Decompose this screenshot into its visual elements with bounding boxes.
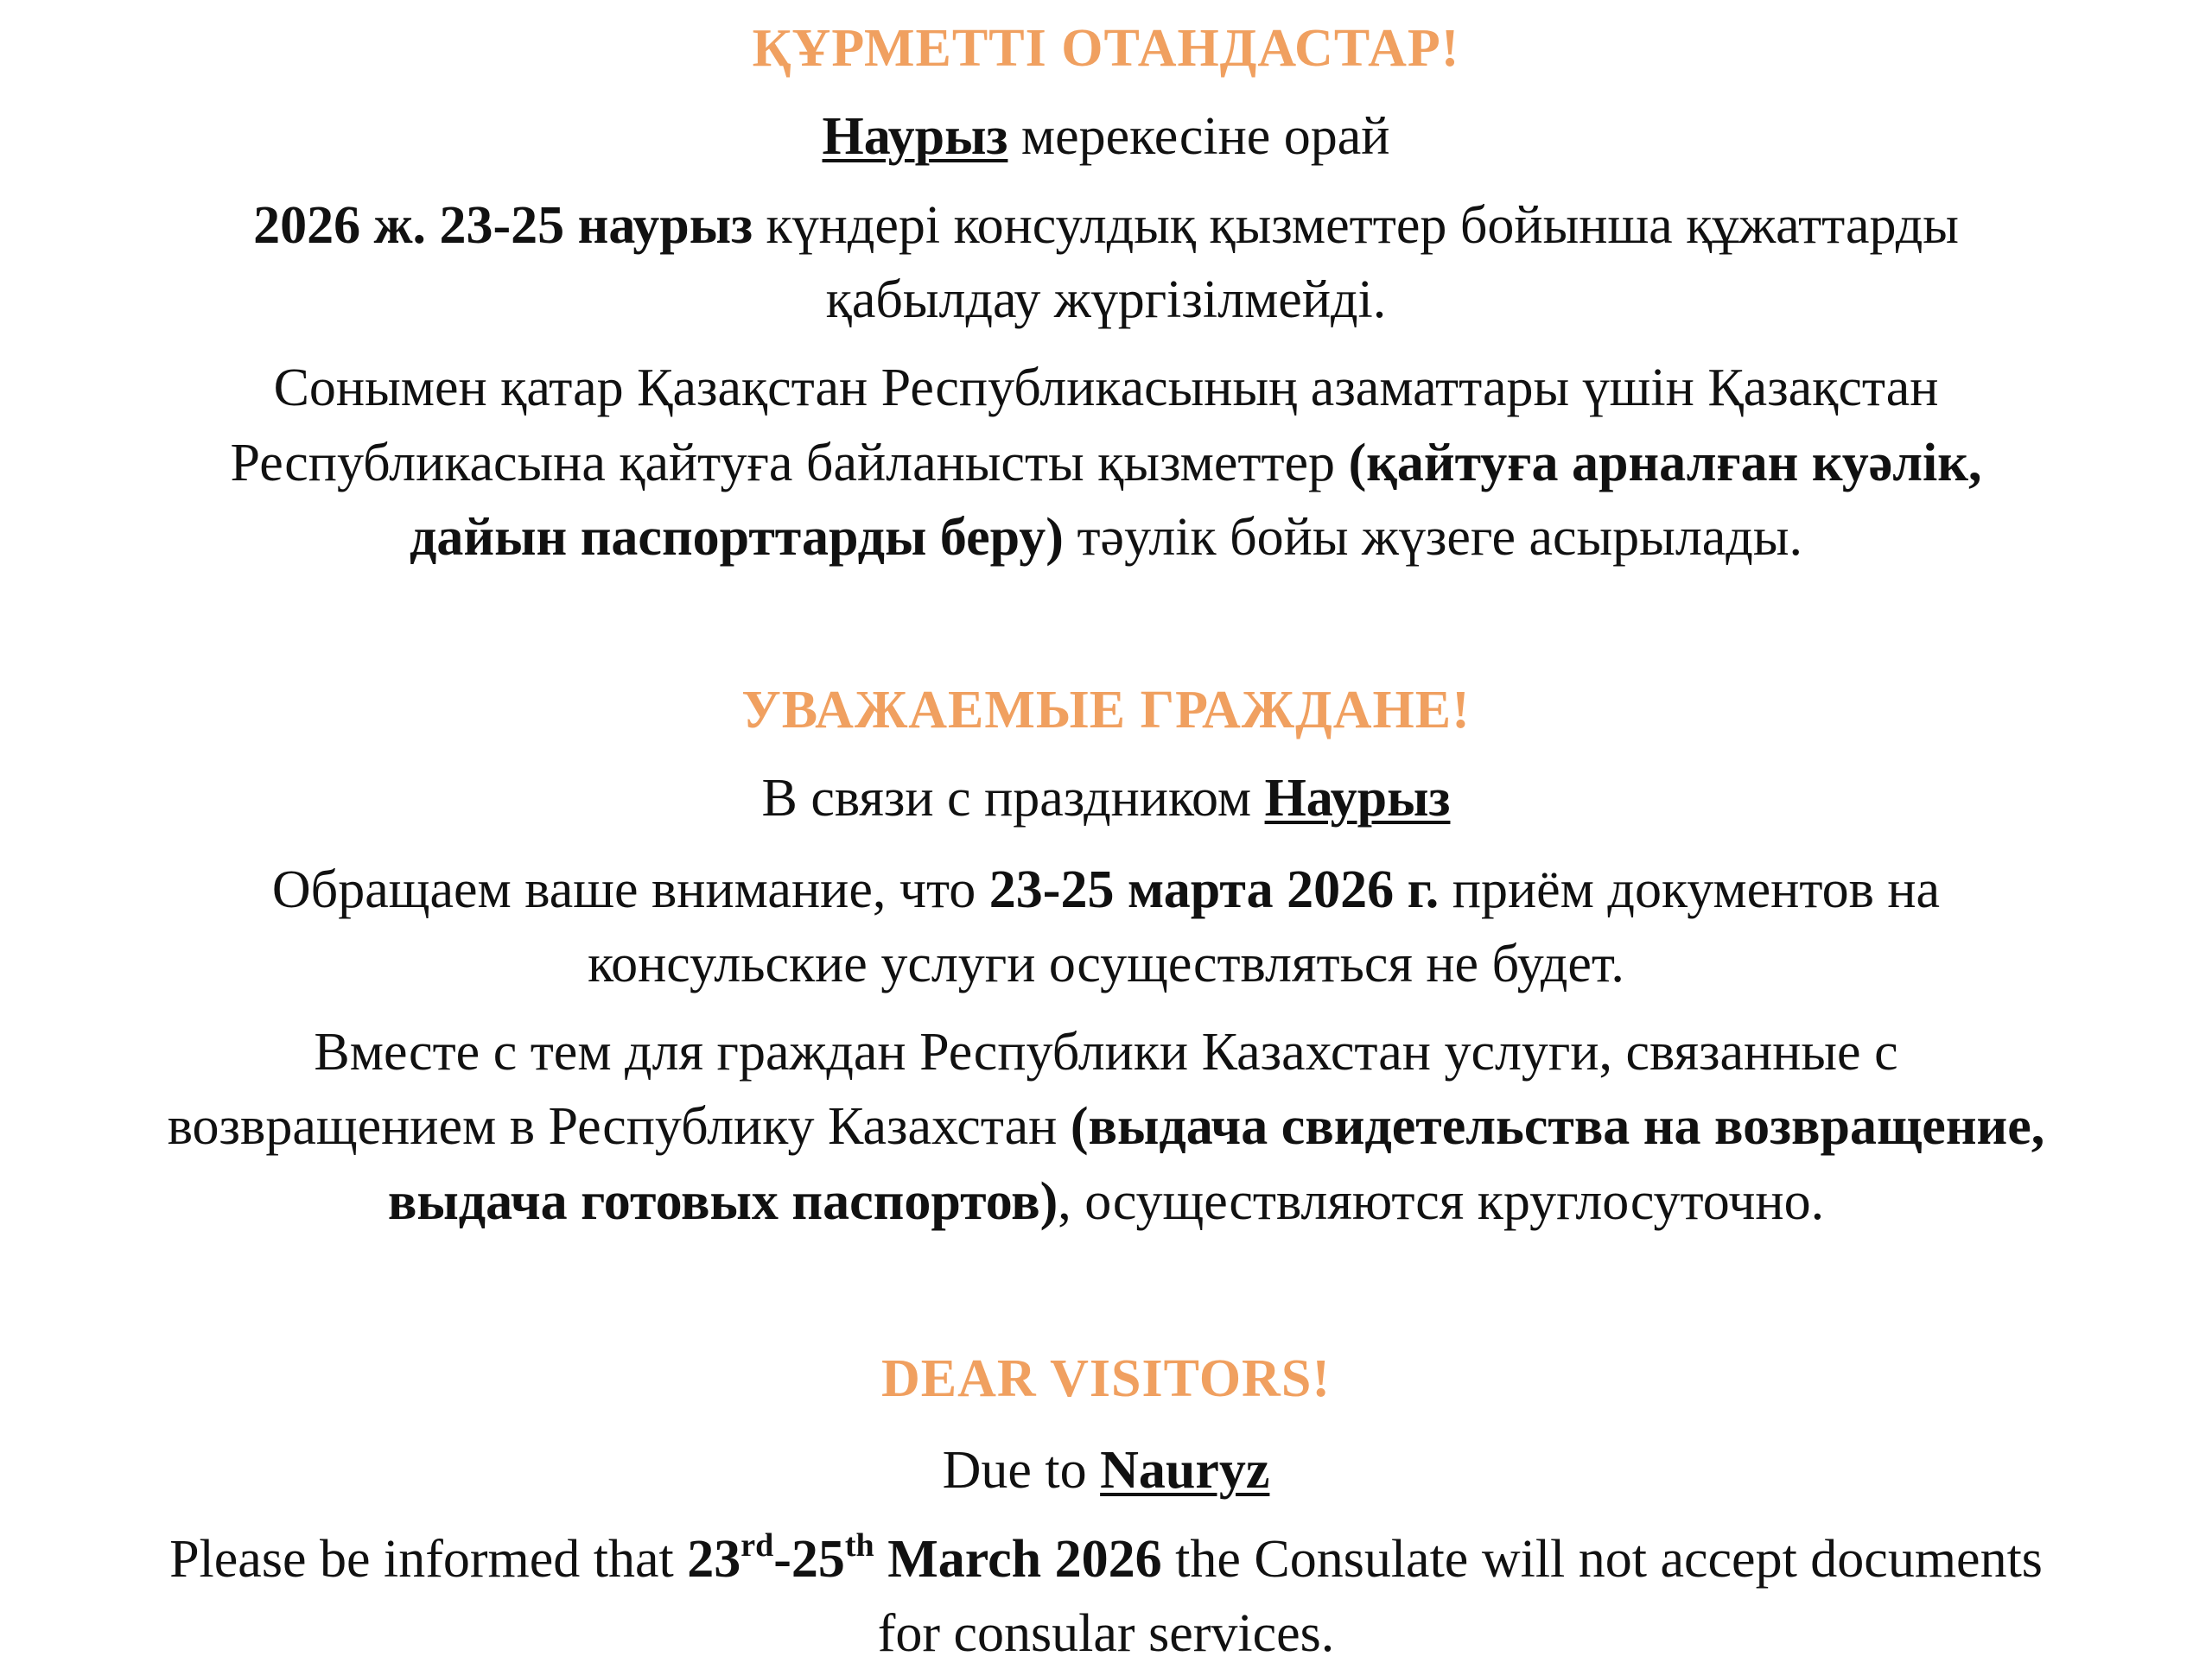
kz-dates-text: күндері консулдық қызметтер бойынша құжаттарды <box>753 196 1959 255</box>
kz-services-text: Республикасына қайтуға байланысты қызметтер <box>230 434 1349 492</box>
ru-heading: УВАЖАЕМЫЕ ГРАЖДАНЕ! <box>741 681 1471 739</box>
ru-passports-bold: выдача готовых паспортов) <box>387 1172 1058 1231</box>
en-dates <box>687 1527 1162 1589</box>
ru-holiday-line <box>0 763 2212 834</box>
ru-holiday-name: Наурыз <box>1264 769 1451 828</box>
kz-holiday-text: мерекесіне орай <box>1007 107 1390 166</box>
en-date-start: 23 <box>687 1530 741 1589</box>
ru-passports-text: , осуществляются круглосуточно. <box>1058 1172 1825 1231</box>
en-holiday-line <box>0 1435 2212 1506</box>
kz-dates: 2026 ж. 23-25 наурыз <box>253 196 753 255</box>
ru-dates-line <box>0 854 2212 925</box>
kz-reception-line: қабылдау жүргізілмейді. <box>825 270 1387 329</box>
kz-passports-text: тәулік бойы жүзеге асырылады. <box>1063 508 1802 567</box>
kz-holiday-line <box>0 101 2212 172</box>
kz-services-bold: (қайтуға арналған куәлік, <box>1348 434 1982 492</box>
kz-citizens-line: Сонымен қатар Қазақстан Республикасының азаматтары үшін Қазақстан <box>273 359 1939 417</box>
en-dates-prefix: Please be informed that <box>169 1530 688 1589</box>
ru-services-bold: (выдача свидетельства на возвращение, <box>1070 1097 2045 1156</box>
kz-heading: ҚҰРМЕТТІ ОТАНДАСТАР! <box>752 19 1460 78</box>
kz-passports-line <box>0 502 2212 573</box>
en-heading: DEAR VISITORS! <box>881 1349 1331 1408</box>
en-services-line: for consular services. <box>877 1604 1335 1663</box>
en-date-month: March 2026 <box>874 1530 1162 1589</box>
ru-passports-line <box>0 1166 2212 1237</box>
en-date-end: -25 <box>773 1530 845 1589</box>
kz-passports-bold: дайын паспорттарды беру) <box>409 508 1064 567</box>
ru-dates: 23-25 марта 2026 г. <box>988 860 1440 919</box>
kz-holiday-name: Наурыз <box>822 107 1008 166</box>
ru-reception-line: консульские услуги осуществляться не будет. <box>588 935 1624 993</box>
en-holiday-text: Due to <box>942 1441 1101 1500</box>
en-date-end-suffix: th <box>844 1527 874 1564</box>
kz-dates-line <box>0 190 2212 261</box>
en-dates-suffix: the Consulate will not accept documents <box>1161 1530 2043 1589</box>
ru-dates-suffix: приём документов на <box>1439 860 1941 919</box>
en-holiday-name: Nauryz <box>1100 1441 1270 1500</box>
ru-services-line <box>0 1091 2212 1162</box>
ru-holiday-text: В связи с праздником <box>761 769 1265 828</box>
en-date-start-suffix: rd <box>741 1527 774 1564</box>
kz-services-line <box>0 428 2212 498</box>
ru-dates-prefix: Обращаем ваше внимание, что <box>271 860 989 919</box>
ru-citizens-line: Вместе с тем для граждан Республики Казахстан услуги, связанные с <box>314 1023 1898 1082</box>
ru-services-text: возвращением в Республику Казахстан <box>167 1097 1071 1156</box>
en-dates-line <box>0 1524 2212 1595</box>
